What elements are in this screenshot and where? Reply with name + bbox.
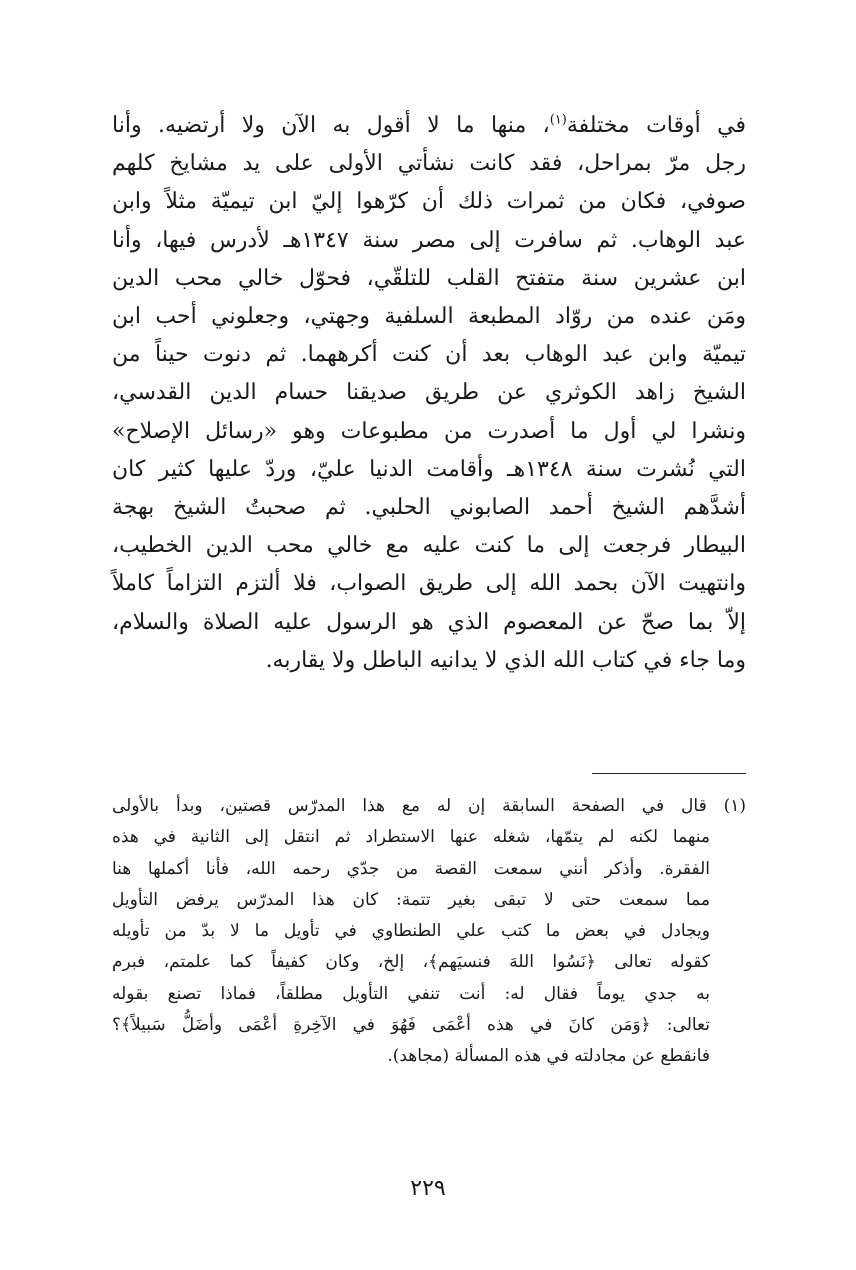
main-line: إلاّ بما صحّ عن المعصوم الذي هو الرسول عليه الصلاة والسلام، — [112, 609, 746, 635]
main-line: تيميّة وابن عبد الوهاب بعد أن كنت أكرههما. ثم دنوت حيناً من — [112, 342, 746, 368]
main-line: التي نُشرت سنة ١٣٤٨هـ وأقامت الدنيا عليّ، وردّ عليها كثير كان — [112, 456, 746, 482]
footnote-line: فانقطع عن مجادلته في هذه المسألة (مجاهد). — [387, 1046, 710, 1067]
main-line: أشدَّهم الشيخ أحمد الصابوني الحلبي. ثم صحبتُ الشيخ بهجة — [112, 495, 746, 521]
main-line: البيطار فرجعت إلى ما كنت عليه مع خالي محب الدين الخطيب، — [112, 533, 746, 559]
main-line: وما جاء في كتاب الله الذي لا يدانيه الباطل ولا يقاربه. — [265, 647, 746, 673]
main-line-text: ، منها ما لا أقول به الآن ولا أرتضيه. وأنا — [112, 113, 550, 138]
footnote-reference-marker: (١) — [549, 112, 567, 128]
footnote-separator — [592, 773, 746, 774]
footnote-line: الفقرة. وأذكر أنني سمعت القصة من جدّي رحمه الله، فأنا أكملها هنا — [112, 858, 710, 879]
main-line: صوفي، فكان من ثمرات ذلك أن كرّهوا إليّ ابن تيميّة مثلاً وابن — [112, 189, 746, 215]
footnote-line: منهما لكنه لم يتمّها، شغله عنها الاستطراد ثم انتقل إلى الثانية في هذه — [112, 827, 710, 848]
main-line-text: في أوقات مختلفة — [566, 113, 746, 138]
footnote-line: ويجادل في بعض ما كتب علي الطنطاوي في تأويل ما لا بدّ من تأويله — [112, 921, 710, 942]
main-text — [112, 107, 746, 680]
main-line: وانتهيت الآن بحمد الله إلى طريق الصواب، فلا ألتزم التزاماً كاملاً — [112, 571, 746, 597]
footnote-line: مما سمعت حتى لا تبقى بغير تتمة: كان هذا المدرّس يرفض التأويل — [112, 889, 710, 910]
main-line: عبد الوهاب. ثم سافرت إلى مصر سنة ١٣٤٧هـ لأدرس فيها، وأنا — [112, 227, 746, 253]
main-line: ونشرا لي أول ما أصدرت من مطبوعات وهو «رسائل الإصلاح» — [112, 418, 746, 444]
page-number: ٢٢٩ — [410, 1176, 446, 1201]
footnote-number: (١) — [723, 796, 746, 816]
footnote-line — [112, 791, 746, 822]
main-line: ومَن عنده من روّاد المطبعة السلفية وجهتي، وجعلوني أحب ابن — [112, 304, 746, 330]
footnote-line: كقوله تعالى ﴿نَسُوا اللهَ فنسيَهم﴾، إلخ، وكان كفيفاً كما علمتم، فبرم — [112, 952, 710, 973]
footnote — [112, 791, 746, 1073]
main-line: رجل مرّ بمراحل، فقد كانت نشأتي الأولى على يد مشايخ كلهم — [112, 151, 746, 177]
main-line — [112, 107, 746, 145]
main-line: الشيخ زاهد الكوثري عن طريق صديقنا حسام الدين القدسي، — [112, 380, 746, 406]
footnote-line: به جدي يوماً فقال له: أنت تنفي التأويل مطلقاً، فماذا تصنع بقوله — [112, 983, 710, 1004]
main-line: ابن عشرين سنة متفتح القلب للتلقّي، فحوّل خالي محب الدين — [112, 265, 746, 291]
footnote-line: تعالى: ﴿وَمَن كانَ في هذه أعْمَى فَهُوَ في الآخِرةِ أعْمَى وأضَلُّ سَبيلاً﴾؟ — [112, 1015, 710, 1036]
footnote-line-text: قال في الصفحة السابقة إن له مع هذا المدرّس قصتين، وبدأ بالأولى — [112, 796, 707, 816]
